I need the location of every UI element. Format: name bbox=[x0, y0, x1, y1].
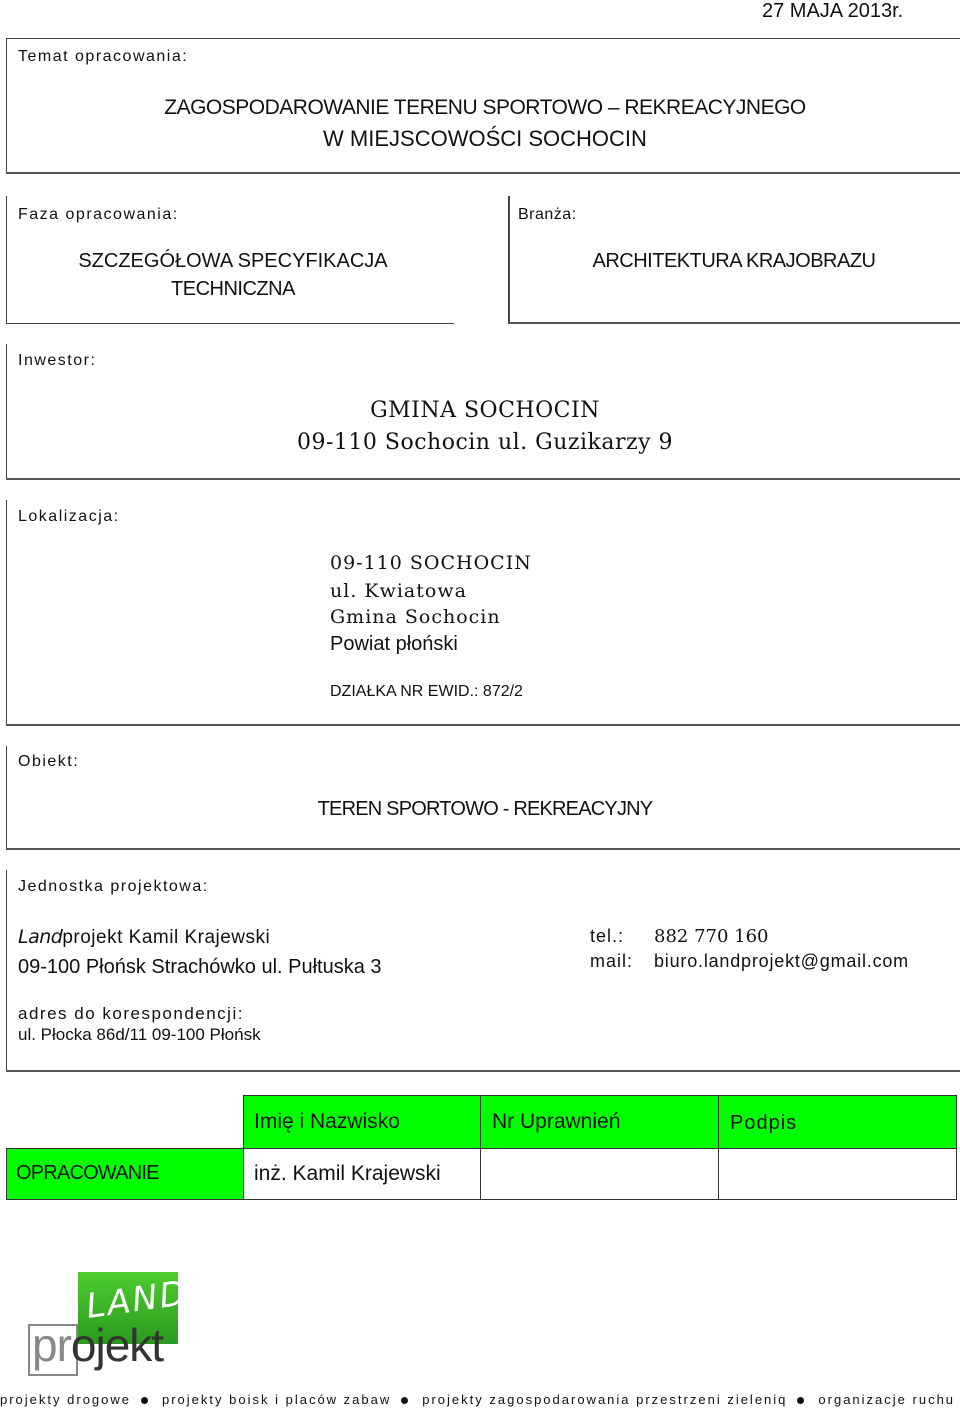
lokalizacja-line3: Gmina Sochocin bbox=[330, 606, 501, 628]
table-border bbox=[718, 1095, 719, 1200]
table-border bbox=[6, 1148, 7, 1200]
obiekt-bottom-border bbox=[6, 848, 960, 850]
jednostka-corr-label: adres do korespondencji: bbox=[18, 1004, 244, 1023]
table-border bbox=[243, 1095, 244, 1200]
table-row-name: inż. Kamil Krajewski bbox=[254, 1162, 441, 1185]
company-name-rest: projekt Kamil Krajewski bbox=[62, 927, 271, 948]
table-row-label: OPRACOWANIE bbox=[16, 1162, 159, 1184]
bullet-icon bbox=[141, 1397, 148, 1404]
lokalizacja-line4: Powiat płoński bbox=[330, 633, 458, 655]
obiekt-value: TEREN SPORTOWO - REKREACYJNY bbox=[317, 798, 653, 820]
obiekt-label: Obiekt: bbox=[18, 753, 80, 770]
temat-top-border bbox=[6, 38, 960, 39]
faza-value-line1: SZCZEGÓŁOWA SPECYFIKACJA bbox=[78, 250, 388, 272]
faza-bottom-border bbox=[6, 323, 454, 324]
table-header-uprawnien: Nr Uprawnień bbox=[492, 1110, 621, 1133]
branza-bottom-border bbox=[508, 322, 960, 324]
lokalizacja-label: Lokalizacja: bbox=[18, 508, 120, 525]
lokalizacja-line1: 09-110 SOCHOCIN bbox=[330, 552, 532, 574]
jednostka-left-border bbox=[6, 870, 7, 1072]
lokalizacja-dzialka: DZIAŁKA NR EWID.: 872/2 bbox=[330, 683, 523, 700]
footer-item-4: organizacje ruchu bbox=[818, 1392, 956, 1407]
table-border bbox=[956, 1095, 957, 1200]
footer-item-1: projekty drogowe bbox=[0, 1392, 131, 1407]
inwestor-name: GMINA SOCHOCIN bbox=[370, 398, 600, 423]
footer-services bbox=[0, 1392, 960, 1407]
jednostka-bottom-border bbox=[6, 1070, 960, 1072]
jednostka-address: 09-100 Płońsk Strachówko ul. Pułtuska 3 bbox=[18, 956, 382, 978]
lokalizacja-left-border bbox=[6, 500, 7, 726]
inwestor-bottom-border bbox=[6, 478, 960, 480]
temat-title-line2: W MIEJSCOWOŚCI SOCHOCIN bbox=[323, 126, 647, 151]
table-border bbox=[6, 1148, 957, 1149]
jednostka-label: Jednostka projektowa: bbox=[18, 878, 209, 895]
bullet-icon bbox=[797, 1397, 804, 1404]
logo-projekt-pr: pr bbox=[32, 1319, 71, 1371]
branza-value: ARCHITEKTURA KRAJOBRAZU bbox=[592, 250, 876, 272]
logo-land-text: LAND bbox=[83, 1273, 191, 1327]
logo-projekt-ojekt: ojekt bbox=[70, 1319, 164, 1371]
lokalizacja-line2: ul. Kwiatowa bbox=[330, 580, 467, 602]
footer-item-2: projekty boisk i placów zabaw bbox=[162, 1392, 392, 1407]
faza-label: Faza opracowania: bbox=[18, 206, 179, 223]
footer-item-3: projekty zagospodarowania przestrzeni zieleniq bbox=[422, 1392, 788, 1407]
company-name-prefix: Land bbox=[18, 926, 63, 948]
branza-label: Branża: bbox=[518, 206, 577, 223]
inwestor-address: 09-110 Sochocin ul. Guzikarzy 9 bbox=[296, 430, 674, 455]
lokalizacja-bottom-border bbox=[6, 724, 960, 726]
landprojekt-logo bbox=[28, 1272, 191, 1384]
table-border bbox=[480, 1095, 481, 1200]
document-date: 27 MAJA 2013r. bbox=[762, 0, 904, 22]
jednostka-tel-value: 882 770 160 bbox=[654, 926, 769, 947]
table-header-podpis: Podpis bbox=[730, 1112, 798, 1134]
jednostka-company-name bbox=[18, 926, 270, 949]
jednostka-tel-label: tel.: bbox=[590, 926, 625, 946]
inwestor-label: Inwestor: bbox=[18, 352, 97, 369]
jednostka-corr-value: ul. Płocka 86d/11 09-100 Płońsk bbox=[18, 1025, 261, 1044]
faza-value-line2: TECHNICZNA bbox=[171, 278, 295, 300]
temat-bottom-border bbox=[6, 172, 960, 174]
jednostka-mail-label: mail: bbox=[590, 951, 634, 971]
table-header-name: Imię i Nazwisko bbox=[254, 1110, 400, 1133]
jednostka-mail-value: biuro.landprojekt@gmail.com bbox=[654, 951, 909, 971]
bullet-icon bbox=[401, 1397, 408, 1404]
temat-label: Temat opracowania: bbox=[18, 48, 189, 65]
table-border bbox=[6, 1199, 957, 1200]
temat-title-line1: ZAGOSPODAROWANIE TERENU SPORTOWO – REKREACYJNEGO bbox=[164, 96, 806, 119]
table-border bbox=[243, 1095, 957, 1096]
logo-projekt-text bbox=[32, 1318, 163, 1372]
